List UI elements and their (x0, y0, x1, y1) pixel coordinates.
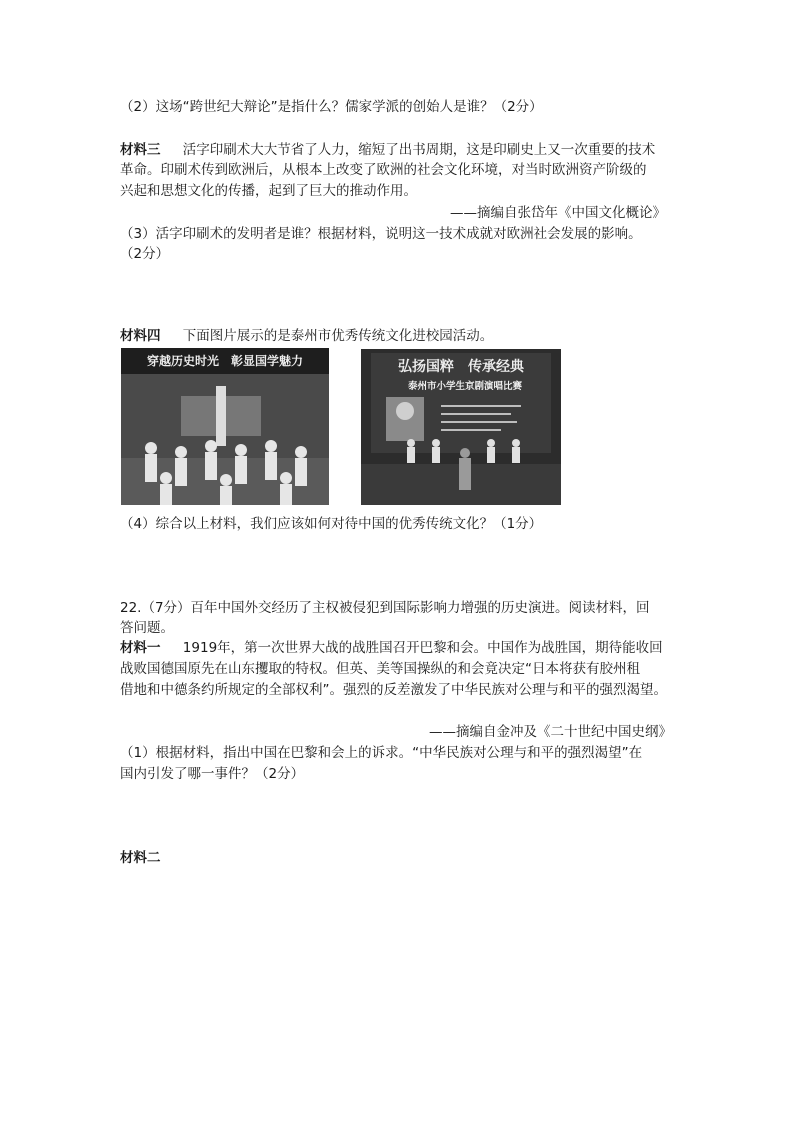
photo-1-banner: 穿越历史时光 彰显国学魅力 (146, 354, 304, 368)
material-3-line-3: 兴起和思想文化的传播，起到了巨大的推动作用。 (120, 183, 417, 199)
material-1-line-2: 战败国德国原先在山东攫取的特权。但英、美等国操纵的和会竟决定“日本将获有胶州租 (120, 661, 640, 677)
material-1-line-1 (120, 638, 663, 658)
material-1-text-1: 1919年，第一次世界大战的战胜国召开巴黎和会。中国作为战胜国，期待能收回 (182, 640, 663, 656)
photo-2-subtitle: 泰州市小学生京剧演唱比赛 (407, 381, 523, 392)
material-3-source: ——摘编自张岱年《中国文化概论》 (450, 205, 666, 221)
question-22-1-line-1: （1）根据材料，指出中国在巴黎和会上的诉求。“中华民族对公理与和平的强烈渴望”在 (120, 745, 643, 761)
material-2-label: 材料二 (120, 850, 161, 866)
question-2: （2）这场“跨世纪大辩论”是指什么？儒家学派的创始人是谁？（2分） (120, 99, 543, 115)
material-3-line-1 (120, 140, 655, 160)
photo-2-banner: 弘扬国粹 传承经典 (398, 359, 524, 375)
material-1-source: ——摘编自金冲及《二十世纪中国史纲》 (429, 724, 672, 740)
material-1-label: 材料一 (120, 640, 161, 656)
photo-school-performance (121, 348, 329, 505)
material-1-line-3: 借地和中德条约所规定的全部权利”。强烈的反差激发了中华民族对公理与和平的强烈渴望。 (120, 682, 667, 698)
material-3-label: 材料三 (120, 142, 161, 158)
question-3-line-1: （3）活字印刷术的发明者是谁？根据材料，说明这一技术成就对欧洲社会发展的影响。 (120, 226, 642, 242)
material-4-label: 材料四 (120, 328, 161, 344)
photo-peking-opera-contest (361, 349, 561, 505)
question-4: （4）综合以上材料，我们应该如何对待中国的优秀传统文化？（1分） (120, 516, 543, 532)
question-3-line-2: （2分） (120, 246, 170, 262)
material-4-line (120, 326, 493, 346)
question-22-1-line-2: 国内引发了哪一事件？（2分） (120, 766, 305, 782)
question-22-line-1: 22.（7分）百年中国外交经历了主权被侵犯到国际影响力增强的历史演进。阅读材料，回 (120, 600, 650, 616)
material-3-line-2: 革命。印刷术传到欧洲后，从根本上改变了欧洲的社会文化环境，对当时欧洲资产阶级的 (120, 162, 647, 178)
material-3-text-1: 活字印刷术大大节省了人力，缩短了出书周期，这是印刷史上又一次重要的技术 (182, 142, 656, 158)
question-22-line-2: 答问题。 (120, 620, 174, 636)
material-4-text: 下面图片展示的是泰州市优秀传统文化进校园活动。 (182, 328, 494, 344)
